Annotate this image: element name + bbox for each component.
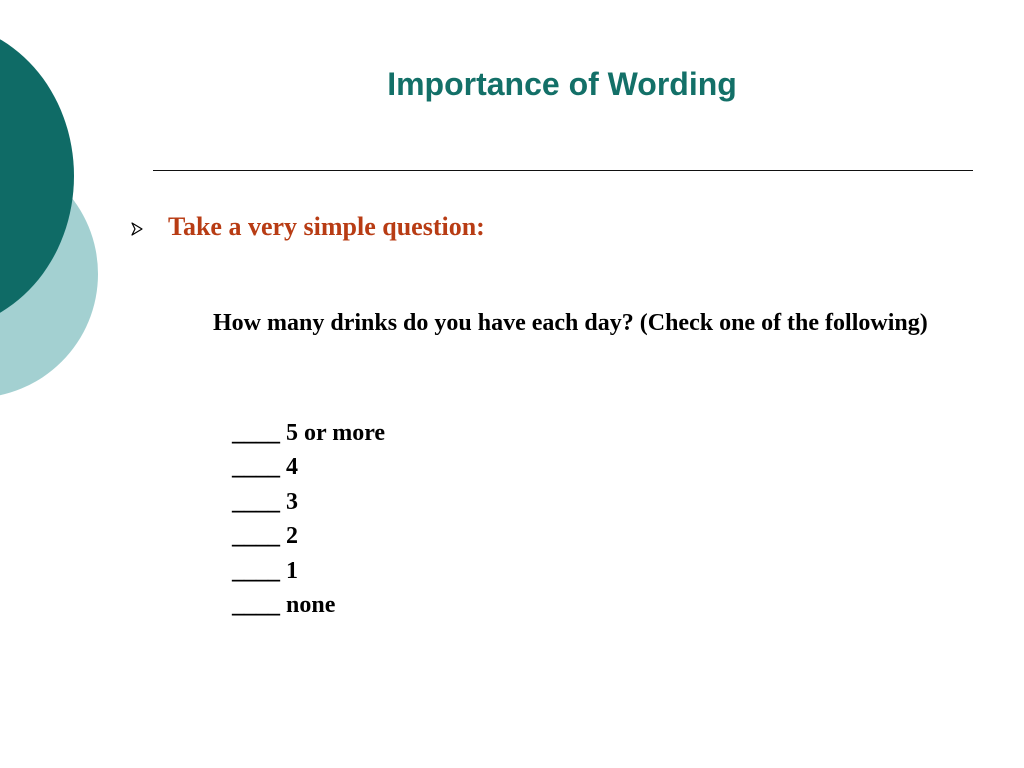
answer-blank: ____ [232,488,280,515]
answer-blank: ____ [232,592,280,619]
answer-option [232,485,385,519]
answer-blank: ____ [232,557,280,584]
answer-label: 1 [286,557,298,584]
answer-label: 4 [286,454,298,481]
answer-label: 5 or more [286,420,386,446]
answer-label: 3 [286,488,298,515]
answer-options [232,416,385,622]
answer-option [232,450,385,484]
slide-title: Importance of Wording [387,66,737,102]
title-divider [153,170,973,171]
answer-option [232,554,385,588]
answer-blank: ____ [232,420,280,446]
answer-label: 2 [286,523,298,550]
answer-option [232,416,385,450]
arrowhead-bullet-icon [130,222,144,236]
answer-blank: ____ [232,523,280,550]
bullet-text: Take a very simple question: [168,212,485,241]
survey-question: How many drinks do you have each day? (Check one of the following) [213,310,928,336]
answer-blank: ____ [232,454,280,481]
answer-option [232,519,385,553]
answer-option [232,588,385,622]
answer-label: none [286,592,336,619]
